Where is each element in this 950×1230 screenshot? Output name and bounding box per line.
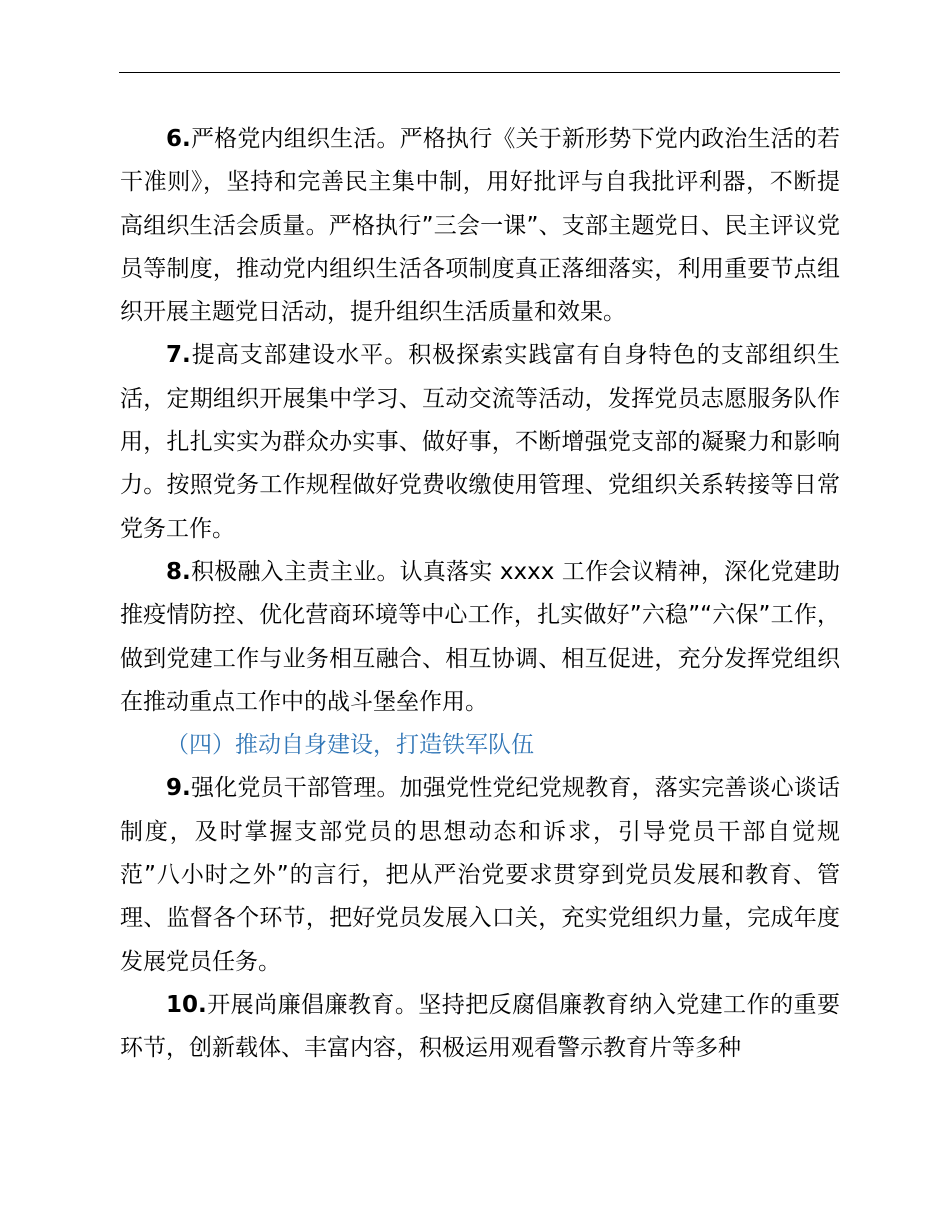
paragraph-8 — [120, 551, 840, 724]
paragraph-text: 开展尚廉倡廉教育。坚持把反腐倡廉教育纳入党建工作的重要环节，创新载体、丰富内容，积极运用观看警示教育片等多种 — [120, 991, 840, 1062]
paragraph-7 — [120, 334, 840, 550]
paragraph-text: 强化党员干部管理。加强党性党纪党规教育，落实完善谈心谈话制度，及时掌握支部党员的思想动态和诉求，引导党员干部自觉规范”八小时之外”的言行，把从严治党要求贯穿到党员发展和教育、管理、监督各个环节，把好党员发展入口关，充实党组织力量，完成年度发展党员任务。 — [120, 775, 840, 975]
paragraph-text: 积极融入主责主业。认真落实 xxxx 工作会议精神，深化党建助推疫情防控、优化营商环境等中心工作，扎实做好”六稳”“六保”工作，做到党建工作与业务相互融合、相互协调、相互促进，充分发挥党组织在推动重点工作中的战斗堡垒作用。 — [120, 558, 840, 715]
paragraph-number: 8. — [166, 558, 191, 585]
paragraph-text: 提高支部建设水平。积极探索实践富有自身特色的支部组织生活，定期组织开展集中学习、互动交流等活动，发挥党员志愿服务队作用，扎扎实实为群众办实事、做好事，不断增强党支部的凝聚力和影响力。按照党务工作规程做好党费收缴使用管理、党组织关系转接等日常党务工作。 — [120, 342, 840, 542]
body-text — [120, 118, 840, 1071]
paragraph-9 — [120, 767, 840, 983]
paragraph-text: 严格党内组织生活。严格执行《关于新形势下党内政治生活的若干准则》，坚持和完善民主集中制，用好批评与自我批评利器，不断提高组织生活会质量。严格执行”三会一课”、支部主题党日、民主评议党员等制度，推动党内组织生活各项制度真正落细落实，利用重要节点组织开展主题党日活动，提升组织生活质量和效果。 — [120, 126, 840, 326]
paragraph-number: 6. — [166, 126, 191, 152]
paragraph-number: 10. — [166, 991, 207, 1018]
paragraph-10 — [120, 984, 840, 1071]
section-subheading: （四）推动自身建设，打造铁军队伍 — [166, 732, 534, 759]
paragraph-6 — [120, 118, 840, 334]
header-rule — [119, 72, 840, 73]
paragraph-number: 9. — [166, 775, 191, 802]
paragraph-number: 7. — [166, 342, 191, 369]
